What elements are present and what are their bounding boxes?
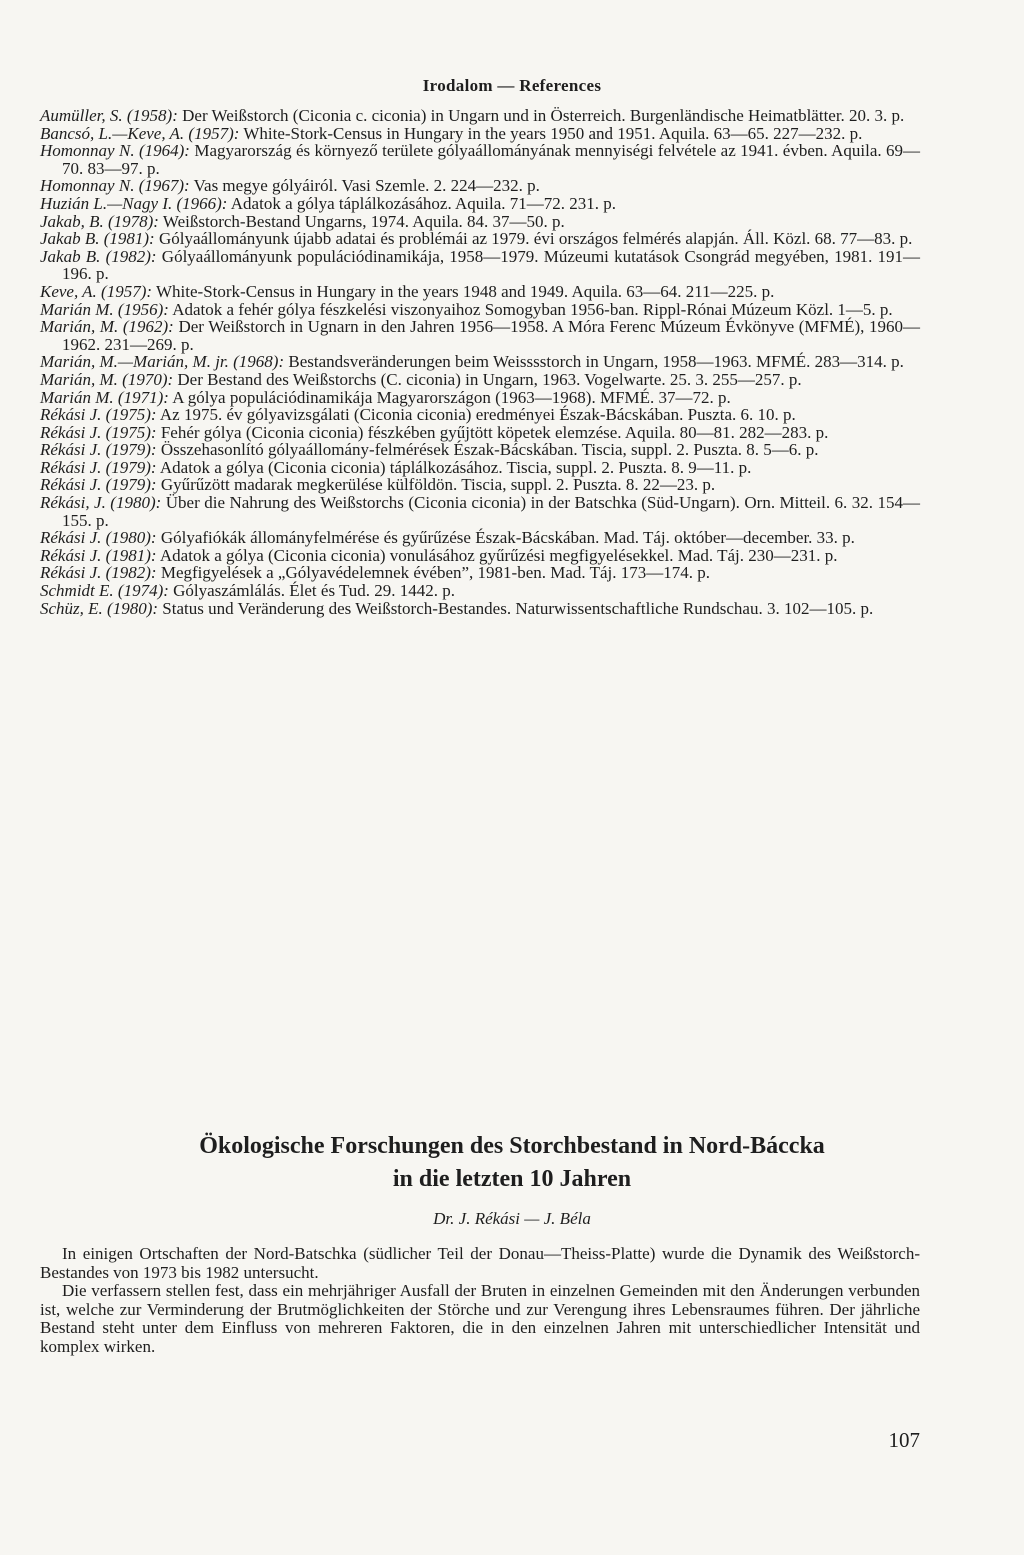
- reference-author: Huzián L.—Nagy I. (1966):: [40, 193, 228, 213]
- reference-author: Marián, M. (1962):: [40, 317, 174, 337]
- reference-text: Fehér gólya (Ciconia ciconia) fészkében gyűjtött köpetek elemzése. Aquila. 80—81. 282—283. p.: [160, 422, 829, 442]
- reference-author: Marián M. (1956):: [40, 299, 169, 319]
- reference-author: Rékási J. (1982):: [40, 563, 157, 583]
- reference-entry: [40, 248, 920, 283]
- reference-author: Marián M. (1971):: [40, 387, 169, 407]
- reference-text: Vas megye gólyáiról. Vasi Szemle. 2. 224—232. p.: [193, 176, 540, 196]
- reference-entry: [40, 424, 920, 442]
- reference-text: Megfigyelések a „Gólyavédelemnek évében”, 1981-ben. Mad. Táj. 173—174. p.: [160, 563, 711, 583]
- reference-author: Rékási J. (1979):: [40, 457, 157, 477]
- reference-author: Rékási J. (1975):: [40, 405, 157, 425]
- reference-entry: [40, 318, 920, 353]
- abstract-paragraph: In einigen Ortschaften der Nord-Batschka (südlicher Teil der Donau—Theiss-Platte) wurde die Dynamik des Weißstorch-Bestandes von 1973 bis 1982 untersucht.: [40, 1244, 920, 1282]
- reference-author: Rékási, J. (1980):: [40, 493, 162, 513]
- reference-text: Adatok a gólya táplálkozásához. Aquila. 71—72. 231. p.: [230, 193, 617, 213]
- reference-author: Jakab B. (1982):: [40, 246, 157, 266]
- reference-entry: [40, 459, 920, 477]
- section-title: [0, 1130, 1024, 1196]
- reference-entry: [40, 371, 920, 389]
- reference-text: Bestandsveränderungen beim Weisssstorch in Ungarn, 1958—1963. MFMÉ. 283—314. p.: [288, 352, 904, 372]
- reference-entry: [40, 142, 920, 177]
- reference-author: Rékási J. (1980):: [40, 528, 157, 548]
- reference-entry: [40, 213, 920, 231]
- reference-text: Adatok a gólya (Ciconia ciconia) vonulásához gyűrűzési megfigyelésekkel. Mad. Táj. 230—231. p.: [159, 545, 838, 565]
- reference-text: Magyarország és környező területe gólyaállományának mennyiségi felvétele az 1941. évben. Aquila. 69—70. 83—97. p.: [62, 141, 921, 178]
- reference-entry: [40, 600, 920, 618]
- page-number: 107: [888, 1428, 920, 1452]
- reference-text: Der Weißstorch (Ciconia c. ciconia) in Ungarn und in Österreich. Burgenländische Heimatblätter. 20. 3. p.: [182, 106, 905, 125]
- page-header: Irodalom — References: [422, 76, 602, 95]
- reference-entry: [40, 353, 920, 371]
- reference-text: Der Weißstorch in Ugnarn in den Jahren 1956—1958. A Móra Ferenc Múzeum Évkönyve (MFMÉ), 1960—1962. 231—269. p.: [62, 317, 920, 354]
- reference-author: Homonnay N. (1964):: [40, 141, 190, 161]
- reference-author: Aumüller, S. (1958):: [40, 106, 178, 125]
- reference-text: Adatok a gólya (Ciconia ciconia) táplálkozásához. Tiscia, suppl. 2. Puszta. 8. 9—11. p.: [159, 457, 752, 477]
- reference-author: Schüz, E. (1980):: [40, 598, 159, 618]
- reference-text: Gyűrűzött madarak megkerülése külföldön. Tiscia, suppl. 2. Puszta. 8. 22—23. p.: [160, 475, 716, 495]
- reference-entry: [40, 582, 920, 600]
- reference-entry: [40, 195, 920, 213]
- reference-entry: [40, 177, 920, 195]
- reference-author: Keve, A. (1957):: [40, 281, 153, 301]
- section-title-line: Ökologische Forschungen des Storchbestand in Nord-Báccka: [199, 1133, 825, 1159]
- reference-entry: [40, 529, 920, 547]
- reference-author: Jakab B. (1981):: [40, 229, 155, 249]
- reference-author: Jakab, B. (1978):: [40, 211, 159, 231]
- reference-entry: [40, 476, 920, 494]
- reference-text: A gólya populációdinamikája Magyarországon (1963—1968). MFMÉ. 37—72. p.: [172, 387, 731, 407]
- reference-text: Gólyafiókák állományfelmérése és gyűrűzése Észak-Bácskában. Mad. Táj. október—december. 33. p.: [160, 528, 855, 548]
- reference-text: Gólyaszámlálás. Élet és Tud. 29. 1442. p.: [173, 581, 456, 601]
- reference-text: Über die Nahrung des Weißstorchs (Ciconia ciconia) in der Batschka (Süd-Ungarn). Orn. Mitteil. 6. 32. 154—155. p.: [62, 493, 921, 530]
- reference-text: Az 1975. év gólyavizsgálati (Ciconia ciconia) eredményei Észak-Bácskában. Puszta. 6. 10. p.: [159, 405, 796, 425]
- reference-entry: [40, 441, 920, 459]
- reference-text: Der Bestand des Weißstorchs (C. ciconia) in Ungarn, 1963. Vogelwarte. 25. 3. 255—257. p.: [177, 369, 802, 389]
- reference-text: White-Stork-Census in Hungary in the years 1948 and 1949. Aquila. 63—64. 211—225. p.: [156, 281, 775, 301]
- reference-author: Marián, M.—Marián, M. jr. (1968):: [40, 352, 285, 372]
- reference-entry: [40, 283, 920, 301]
- reference-author: Bancsó, L.—Keve, A. (1957):: [40, 123, 240, 143]
- reference-author: Rékási J. (1975):: [40, 422, 157, 442]
- reference-text: Weißstorch-Bestand Ungarns, 1974. Aquila. 84. 37—50. p.: [162, 211, 565, 231]
- reference-author: Rékási J. (1981):: [40, 545, 157, 565]
- reference-author: Rékási J. (1979):: [40, 440, 157, 460]
- reference-entry: [40, 406, 920, 424]
- reference-entry: [40, 301, 920, 319]
- reference-text: Összehasonlító gólyaállomány-felmérések Észak-Bácskában. Tiscia, suppl. 2. Puszta. 8. 5—6. p.: [160, 440, 819, 460]
- abstract-text: [40, 1245, 920, 1357]
- reference-entry: [40, 125, 920, 143]
- reference-author: Schmidt E. (1974):: [40, 581, 169, 601]
- abstract-paragraph: Die verfassern stellen fest, dass ein mehrjähriger Ausfall der Bruten in einzelnen Gemeinden mit den Änderungen verbunden ist, welche zur Verminderung der Brutmöglichkeiten der Störche und zur Verengung ihres Lebensraumes führen. Der jährliche Bestand steht unter dem Einfluss von mehreren Faktoren, die in den einzelnen Jahren mit unterschiedlicher Intensität und komplex wirken.: [40, 1281, 920, 1356]
- reference-author: Rékási J. (1979):: [40, 475, 157, 495]
- reference-text: White-Stork-Census in Hungary in the years 1950 and 1951. Aquila. 63—65. 227—232. p.: [243, 123, 863, 143]
- reference-entry: [40, 564, 920, 582]
- reference-text: Gólyaállományunk újabb adatai és problémái az 1979. évi országos felmérés alapján. Áll. Közl. 68. 77—83. p.: [158, 229, 913, 249]
- reference-text: Adatok a fehér gólya fészkelési viszonyaihoz Somogyban 1956-ban. Rippl-Rónai Múzeum Közl. 1—5. p.: [172, 299, 893, 319]
- reference-text: Gólyaállományunk populációdinamikája, 1958—1979. Múzeumi kutatások Csongrád megyében, 1981. 191—196. p.: [62, 246, 921, 284]
- reference-author: Homonnay N. (1967):: [40, 176, 190, 196]
- reference-text: Status und Veränderung des Weißstorch-Bestandes. Naturwissentschaftliche Rundschau. 3. 102—105. p.: [162, 598, 874, 618]
- reference-author: Marián, M. (1970):: [40, 369, 174, 389]
- reference-entry: [40, 389, 920, 407]
- reference-entry: [40, 230, 920, 248]
- reference-list: [40, 107, 920, 617]
- reference-entry: [40, 107, 920, 125]
- section-title-line: in die letzten 10 Jahren: [392, 1166, 632, 1192]
- author-byline: Dr. J. Rékási — J. Béla: [433, 1209, 591, 1228]
- reference-entry: [40, 494, 920, 529]
- reference-entry: [40, 547, 920, 565]
